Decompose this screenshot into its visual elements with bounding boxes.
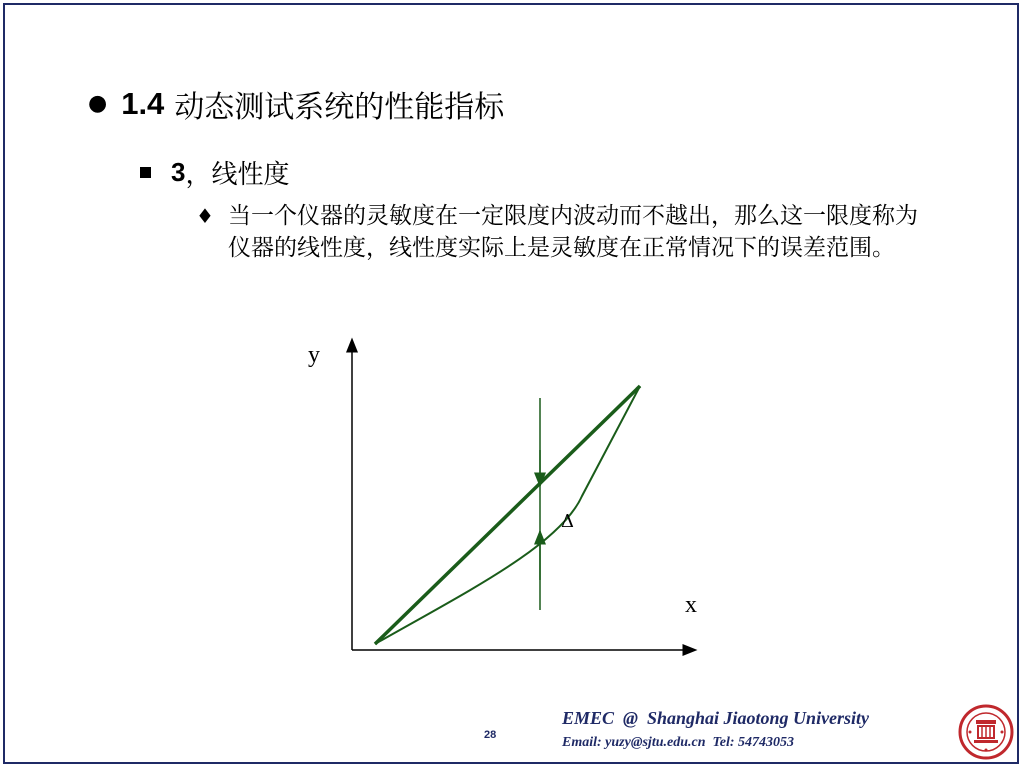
- ideal-straight-line: [375, 386, 640, 644]
- subheading-title: ，线性度: [185, 160, 290, 190]
- y-axis-label: y: [308, 342, 320, 368]
- heading-number: 1.4: [121, 86, 165, 121]
- x-axis-label: x: [685, 592, 697, 618]
- university-logo-icon: [958, 704, 1014, 760]
- footer-contact: Email: yuzy@sjtu.edu.cn Tel: 54743053: [562, 735, 795, 750]
- heading-title: 动态测试系统的性能指标: [174, 90, 505, 125]
- delta-label: Δ: [561, 511, 574, 532]
- diamond-bullet-icon: ♦: [196, 204, 214, 228]
- body-paragraph: 当一个仪器的灵敏度在一定限度内波动而不越出，那么这一限度称为仪器的线性度，线性度实际上是灵敏度在正常情况下的误差范围。: [228, 203, 918, 261]
- page-number: 28: [484, 729, 497, 741]
- subheading-number: 3: [171, 157, 186, 187]
- footer-organization: EMEC @ Shanghai Jiaotong University: [562, 708, 870, 728]
- round-bullet-icon: ●: [88, 91, 108, 116]
